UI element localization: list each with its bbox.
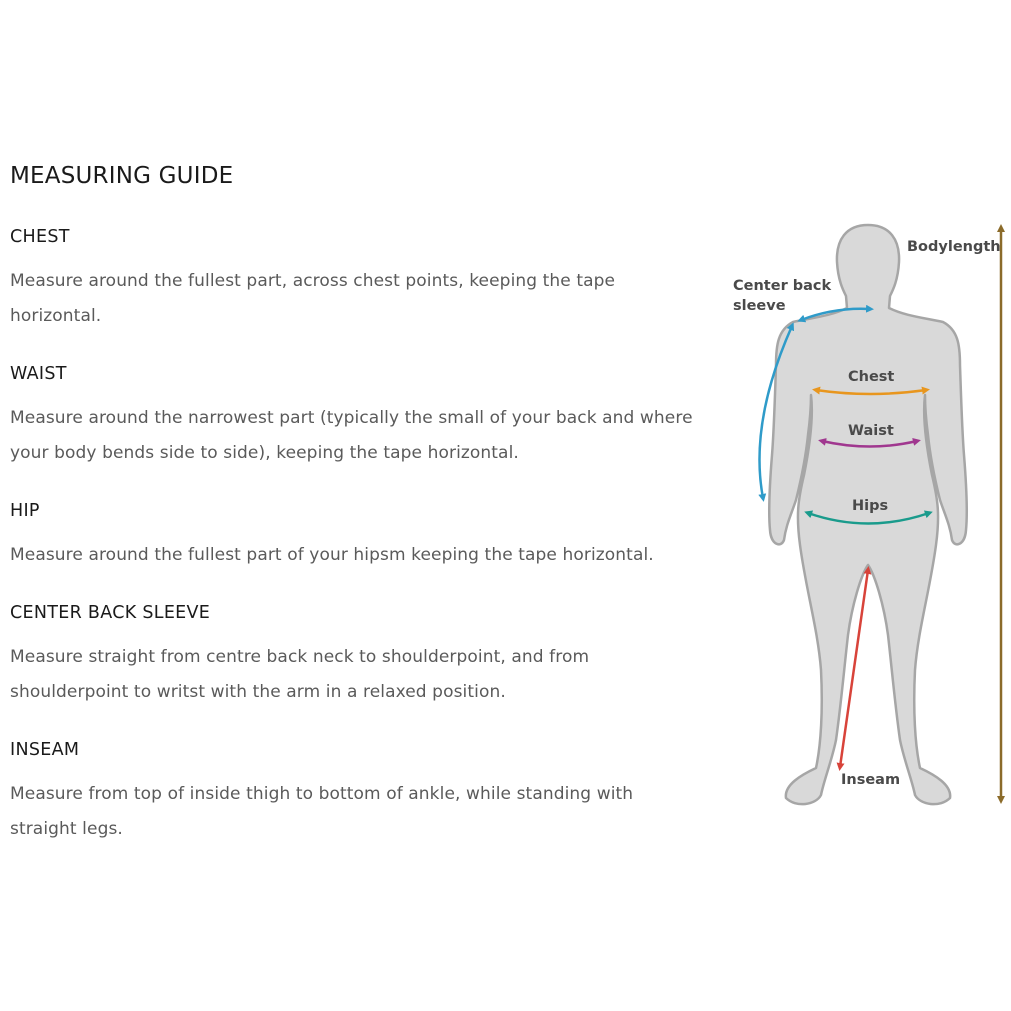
- section-body-chest: Measure around the fullest part, across chest points, keeping the tape horizontal.: [10, 271, 616, 326]
- label-waist: Waist: [848, 423, 894, 439]
- section-heading-chest: CHEST: [10, 227, 70, 247]
- section-body-center-back-sleeve: Measure straight from centre back neck to shoulderpoint, and from shoulderpoint to writst with the arm in a relaxed position.: [10, 647, 590, 702]
- label-center-back-sleeve-line1: Center back: [733, 278, 832, 294]
- section-body-waist: Measure around the narrowest part (typically the small of your back and where your body bends side to side), keeping the tape horizontal.: [10, 408, 693, 463]
- body-measurement-figure: [720, 215, 1011, 815]
- section-heading-waist: WAIST: [10, 364, 67, 384]
- section-body-hip: Measure around the fullest part of your hipsm keeping the tape horizontal.: [10, 545, 654, 565]
- section-heading-inseam: INSEAM: [10, 740, 80, 760]
- label-inseam: Inseam: [841, 772, 901, 788]
- label-chest: Chest: [848, 369, 895, 385]
- section-heading-center-back-sleeve: CENTER BACK SLEEVE: [10, 603, 211, 623]
- label-center-back-sleeve-line2: sleeve: [733, 298, 786, 314]
- section-body-inseam: Measure from top of inside thigh to bottom of ankle, while standing with straight legs.: [10, 784, 634, 839]
- label-hips: Hips: [852, 498, 889, 514]
- label-bodylength: Bodylength: [907, 239, 1001, 255]
- section-heading-hip: HIP: [10, 501, 40, 521]
- body-silhouette: [769, 225, 967, 804]
- page-title: MEASURING GUIDE: [10, 163, 234, 189]
